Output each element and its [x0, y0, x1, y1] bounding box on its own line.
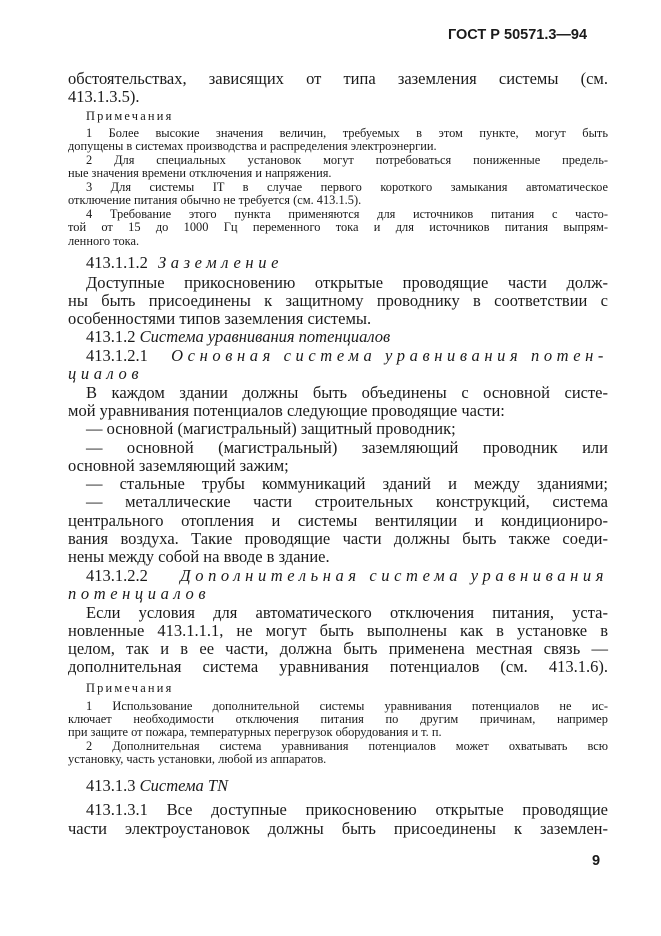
section-heading-413-1-2-1 [86, 347, 608, 364]
body-line: новленные 413.1.1.1, не могут быть выполнены как в установке в [68, 621, 608, 640]
section-number: 413.1.2 [86, 327, 136, 346]
note-line: 1 Более высокие значения величин, требуемых в этом пункте, могут быть [86, 126, 608, 140]
section-title: Дополнительная система уравнивания [180, 566, 608, 585]
notes-title: Примечания [86, 681, 174, 695]
body-line: мой уравнивания потенциалов следующие проводящие части: [68, 401, 505, 420]
note-line: отключение питания обычно не требуется (см. 413.1.5). [68, 193, 362, 207]
note-line: ключает необходимости отключения питания по другим причинам, например [68, 712, 608, 726]
section-number: 413.1.1.2 [86, 253, 148, 272]
section-heading-413-1-1-2 [86, 254, 283, 271]
section-title: Система уравнивания потенциалов [139, 327, 391, 346]
body-line: нены между собой на вводе в здание. [68, 547, 330, 566]
note-line: 2 Дополнительная система уравнивания потенциалов может охватывать всю [86, 739, 608, 753]
section-number: 413.1.2.2 [86, 566, 148, 585]
list-item: — основной (магистральный) заземляющий проводник или [86, 438, 608, 457]
body-line: части электроустановок должны быть присоединены к заземлен- [68, 819, 608, 838]
section-heading-413-1-2 [86, 328, 390, 345]
section-title: Заземление [158, 253, 283, 272]
section-title: Основная система уравнивания потен- [171, 346, 608, 365]
note-line: 1 Использование дополнительной системы уравнивания потенциалов не ис- [86, 699, 608, 713]
body-line: В каждом здании должны быть объединены с основной систе- [86, 383, 608, 402]
page-number: 9 [592, 853, 601, 869]
note-line: 4 Требование этого пункта применяются для источников питания с часто- [86, 207, 608, 221]
section-title: Система TN [139, 776, 229, 795]
note-line: ленного тока. [68, 234, 140, 248]
continuation-line: обстоятельствах, зависящих от типа заземления системы (см. [68, 69, 608, 88]
body-line: 413.1.3.1 Все доступные прикосновению открытые проводящие [86, 800, 608, 819]
note-line: допущены в системах производства и распределения электроэнергии. [68, 139, 437, 153]
section-heading-413-1-2-2 [86, 567, 608, 584]
continuation-line: 413.1.3.5). [68, 87, 140, 106]
section-title-continued: потенциалов [68, 584, 211, 603]
note-line: ные значения времени отключения и напряжения. [68, 166, 332, 180]
notes-title: Примечания [86, 109, 174, 123]
list-item: — основной (магистральный) защитный проводник; [86, 419, 456, 438]
section-number: 413.1.2.1 [86, 346, 148, 365]
note-line: 3 Для системы IT в случае первого короткого замыкания автоматическое [86, 180, 608, 194]
list-item: — стальные трубы коммуникаций зданий и между зданиями; [86, 474, 608, 493]
body-line: вания воздуха. Такие проводящие части должны быть также соеди- [68, 529, 608, 548]
body-line: ны быть присоединены к защитному проводнику в соответствии с [68, 291, 608, 310]
section-number: 413.1.3 [86, 776, 136, 795]
body-line: целом, так и в ее части, должна быть применена местная связь — [68, 639, 608, 658]
body-line: особенностями типов заземления системы. [68, 309, 372, 328]
body-line: Если условия для автоматического отключения питания, уста- [86, 603, 608, 622]
body-line: основной заземляющий зажим; [68, 456, 289, 475]
body-line: дополнительная система уравнивания потенциалов (см. 413.1.6). [68, 657, 608, 676]
standard-header: ГОСТ Р 50571.3—94 [448, 27, 588, 43]
note-line: той от 15 до 1000 Гц переменного тока и для источников питания выпрям- [68, 220, 608, 234]
section-heading-413-1-3 [86, 777, 228, 794]
note-line: установку, часть установки, любой из аппаратов. [68, 752, 327, 766]
body-line: центрального отопления и системы вентиляции и кондициониро- [68, 511, 608, 530]
section-title-continued: циалов [68, 364, 144, 383]
note-line: 2 Для специальных установок могут потребоваться пониженные предель- [86, 153, 608, 167]
list-item: — металлические части строительных конструкций, система [86, 492, 608, 511]
note-line: при защите от пожара, температурных перегрузок оборудования и т. п. [68, 725, 442, 739]
body-line: Доступные прикосновению открытые проводящие части долж- [86, 273, 608, 292]
